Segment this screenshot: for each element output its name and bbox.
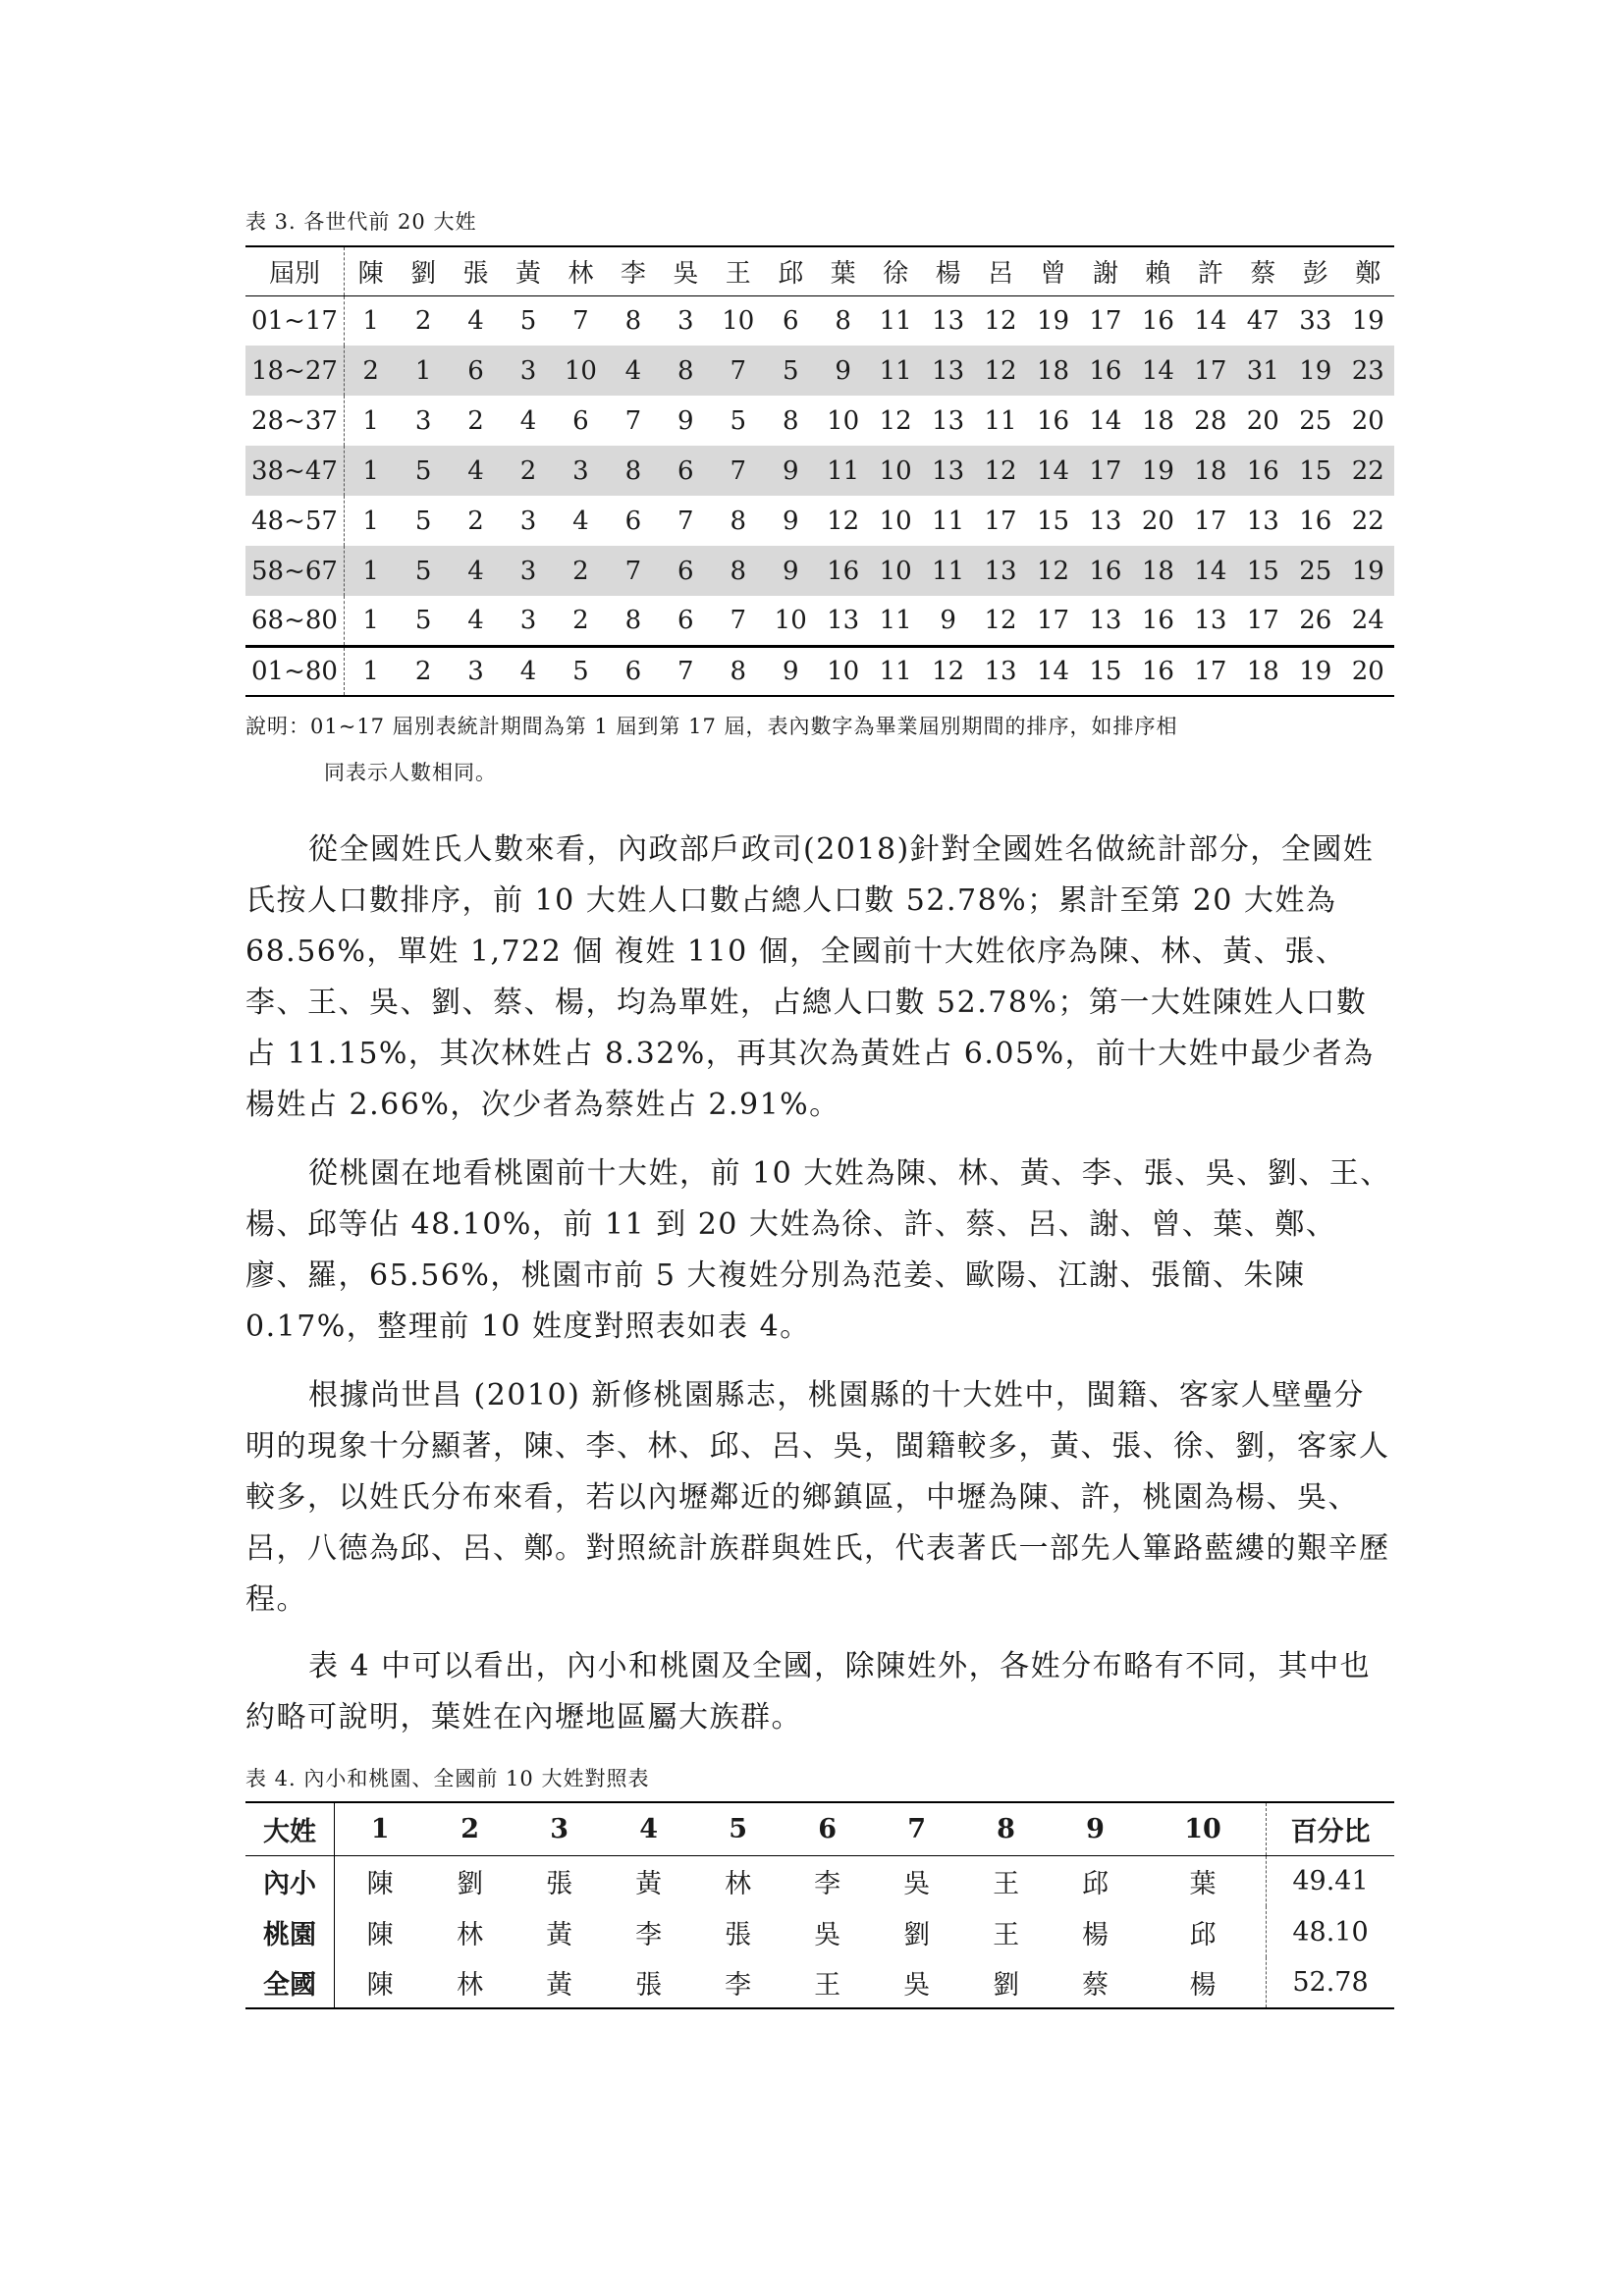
table3-cell: 2 <box>414 656 432 686</box>
table3-row <box>245 646 1394 696</box>
table3-cell: 5 <box>414 455 432 486</box>
table3-cell: 5 <box>414 506 432 536</box>
table4-cell: 黃 <box>546 1970 573 2001</box>
table4-cell: 劉 <box>903 1919 931 1950</box>
table3-col-header: 賴 <box>1145 258 1171 289</box>
table3-cell: 12 <box>984 455 1017 486</box>
table3-col-header: 王 <box>725 258 751 289</box>
table4-cell: 黃 <box>546 1919 573 1950</box>
table3-col-header: 黃 <box>514 258 541 289</box>
table3-cell: 16 <box>827 556 860 586</box>
table3-cell: 7 <box>572 305 589 336</box>
table3-cell: 14 <box>1089 405 1122 436</box>
table3-cell: 20 <box>1351 656 1384 686</box>
table3-cell: 2 <box>572 605 589 635</box>
table3-cell: 19 <box>1299 656 1332 686</box>
table3-cell: 6 <box>782 305 799 336</box>
table4-cell: 張 <box>546 1868 573 1899</box>
table3-cell: 9 <box>835 355 851 386</box>
table3-cell: 6 <box>677 605 694 635</box>
table3-col-header: 楊 <box>935 258 961 289</box>
table4-cell: 吳 <box>903 1868 931 1899</box>
table3-col-header: 許 <box>1197 258 1223 289</box>
table3-cell: 23 <box>1351 355 1384 386</box>
table4-rank-header: 3 <box>550 1813 569 1844</box>
table3-cell: 14 <box>1194 556 1227 586</box>
table4-percent-cell: 49.41 <box>1267 1855 1395 1906</box>
table4-cell: 王 <box>993 1868 1020 1899</box>
table4-cell: 楊 <box>1189 1970 1217 2001</box>
table3-cell: 6 <box>572 405 589 436</box>
table3-cell: 5 <box>414 556 432 586</box>
table3-row-label: 48~57 <box>245 496 344 546</box>
paragraph-county-history: 根據尚世昌 (2010) 新修桃園縣志，桃園縣的十大姓中，閩籍、客家人壁壘分明的現象十分顯著，陳、李、林、邱、呂、吳，閩籍較多，黃、張、徐、劉，客家人較多，以姓氏分布來看，若以內壢鄰近的鄉鎮區，中壢為陳、許，桃園為楊、吳、呂，八德為邱、呂、鄭。對照統計族群與姓氏，代表著氏一部先人篳路藍縷的艱辛歷程。 <box>245 1378 1390 1617</box>
table3-cell: 10 <box>879 556 912 586</box>
table3-cell: 2 <box>362 355 379 386</box>
table4-cell: 林 <box>457 1970 484 2001</box>
table3-cell: 8 <box>624 305 642 336</box>
table3-cell: 10 <box>774 605 807 635</box>
table3-cell: 5 <box>572 656 589 686</box>
table3-row <box>245 346 1394 396</box>
table3-cell: 9 <box>782 656 799 686</box>
table3-cell: 10 <box>827 656 860 686</box>
table4-header-row <box>245 1802 1394 1855</box>
table3-cell: 1 <box>362 405 379 436</box>
table3-cell: 4 <box>519 405 537 436</box>
table3-cell: 9 <box>782 556 799 586</box>
table3-cell: 7 <box>677 506 694 536</box>
table3-col-header: 鄭 <box>1355 258 1381 289</box>
table3-cell: 8 <box>624 605 642 635</box>
table4-row <box>245 1855 1394 1906</box>
table3-cell: 22 <box>1351 506 1384 536</box>
table3-cell: 10 <box>879 506 912 536</box>
table3-cell: 11 <box>984 405 1017 436</box>
table4-top10-comparison <box>245 1801 1394 2009</box>
table4-percent-header: 百分比 <box>1267 1802 1395 1855</box>
table3-cell: 13 <box>932 455 965 486</box>
table4-cell: 劉 <box>457 1868 484 1899</box>
table3-col-header: 邱 <box>778 258 804 289</box>
table3-cell: 11 <box>879 355 912 386</box>
table3-cell: 16 <box>1141 656 1174 686</box>
table3-surname-ranks <box>245 245 1394 697</box>
table3-row-label: 18~27 <box>245 346 344 396</box>
table3-row <box>245 295 1394 346</box>
table4-body <box>245 1855 1394 2008</box>
table3-cell: 5 <box>414 605 432 635</box>
table3-cell: 31 <box>1246 355 1279 386</box>
table4-cell: 楊 <box>1082 1919 1110 1950</box>
table3-cell: 47 <box>1246 305 1279 336</box>
table3-cell: 24 <box>1351 605 1384 635</box>
table3-cell: 20 <box>1246 405 1279 436</box>
table3-cell: 3 <box>414 405 432 436</box>
table3-cell: 18 <box>1141 405 1174 436</box>
table3-col-header: 葉 <box>830 258 856 289</box>
table3-cell: 3 <box>519 355 537 386</box>
table3-cell: 9 <box>782 455 799 486</box>
table3-cell: 16 <box>1036 405 1070 436</box>
table3-cell: 7 <box>624 405 642 436</box>
table3-cell: 33 <box>1299 305 1332 336</box>
table3-corner-label: 屆別 <box>245 246 344 295</box>
table3-cell: 2 <box>467 405 484 436</box>
table3-cell: 19 <box>1299 355 1332 386</box>
table3-cell: 22 <box>1351 455 1384 486</box>
table4-cell: 陳 <box>366 1970 394 2001</box>
table3-cell: 6 <box>677 556 694 586</box>
table3-cell: 17 <box>1194 355 1227 386</box>
table3-cell: 6 <box>467 355 484 386</box>
table3-cell: 25 <box>1299 556 1332 586</box>
table3-body <box>245 295 1394 696</box>
table3-row-label: 01~80 <box>245 646 344 696</box>
table3-cell: 16 <box>1246 455 1279 486</box>
table3-cell: 28 <box>1194 405 1227 436</box>
table4-cell: 吳 <box>814 1919 841 1950</box>
table4-cell: 陳 <box>366 1868 394 1899</box>
table3-cell: 11 <box>879 605 912 635</box>
table3-cell: 13 <box>1194 605 1227 635</box>
table4-cell: 邱 <box>1082 1868 1110 1899</box>
table3-row-label: 28~37 <box>245 396 344 446</box>
table3-cell: 13 <box>932 355 965 386</box>
table4-cell: 李 <box>635 1919 663 1950</box>
table3-row <box>245 396 1394 446</box>
table3-cell: 12 <box>1036 556 1070 586</box>
table4-cell: 葉 <box>1189 1868 1217 1899</box>
table4-percent-cell: 48.10 <box>1267 1906 1395 1957</box>
table4-corner-label: 大姓 <box>245 1802 335 1855</box>
table3-cell: 12 <box>932 656 965 686</box>
table3-cell: 8 <box>730 656 747 686</box>
table4-row <box>245 1906 1394 1957</box>
table3-col-header: 陳 <box>357 258 384 289</box>
table3-cell: 3 <box>572 455 589 486</box>
table3-cell: 10 <box>827 405 860 436</box>
table3-cell: 6 <box>624 656 642 686</box>
table4-row <box>245 1957 1394 2008</box>
table3-row-label: 38~47 <box>245 446 344 496</box>
table3-cell: 4 <box>572 506 589 536</box>
table3-cell: 4 <box>624 355 642 386</box>
table3-cell: 9 <box>940 605 956 635</box>
table3-cell: 14 <box>1194 305 1227 336</box>
table3-cell: 7 <box>730 455 747 486</box>
table3-cell: 17 <box>1194 506 1227 536</box>
table3-cell: 20 <box>1141 506 1174 536</box>
table3-cell: 9 <box>782 506 799 536</box>
table4-row-label: 桃園 <box>245 1906 335 1957</box>
table4-cell: 李 <box>814 1868 841 1899</box>
table3-cell: 18 <box>1194 455 1227 486</box>
table3-cell: 13 <box>1089 605 1122 635</box>
table4-cell: 吳 <box>903 1970 931 2001</box>
table4-cell: 林 <box>725 1868 752 1899</box>
table4-rank-header: 10 <box>1184 1813 1221 1844</box>
table3-cell: 2 <box>519 455 537 486</box>
table3-cell: 17 <box>1089 305 1122 336</box>
table3-cell: 6 <box>624 506 642 536</box>
table4-cell: 王 <box>814 1970 841 2001</box>
table3-cell: 16 <box>1141 605 1174 635</box>
table4-cell: 陳 <box>366 1919 394 1950</box>
table3-header-row <box>245 246 1394 295</box>
table3-cell: 20 <box>1351 405 1384 436</box>
table3-cell: 6 <box>677 455 694 486</box>
table3-cell: 17 <box>1089 455 1122 486</box>
table4-cell: 王 <box>993 1919 1020 1950</box>
table3-cell: 1 <box>362 305 379 336</box>
table3-cell: 18 <box>1141 556 1174 586</box>
table3-col-header: 謝 <box>1092 258 1118 289</box>
table3-caption: 表 3. 各世代前 20 大姓 <box>245 210 477 234</box>
table3-cell: 18 <box>1246 656 1279 686</box>
paragraph-table4-summary: 表 4 中可以看出，內小和桃園及全國，除陳姓外，各姓分布略有不同，其中也約略可說明，葉姓在內壢地區屬大族群。 <box>245 1649 1372 1735</box>
table3-cell: 7 <box>730 355 747 386</box>
table4-rank-header: 9 <box>1086 1813 1105 1844</box>
table3-row <box>245 446 1394 496</box>
table4-rank-header: 8 <box>997 1813 1015 1844</box>
table3-col-header: 吳 <box>673 258 699 289</box>
table3-cell: 8 <box>782 405 799 436</box>
table3-cell: 13 <box>1089 506 1122 536</box>
table4-caption: 表 4. 內小和桃園、全國前 10 大姓對照表 <box>245 1767 650 1790</box>
table3-cell: 17 <box>1246 605 1279 635</box>
table3-cell: 15 <box>1089 656 1122 686</box>
table3-cell: 1 <box>362 656 379 686</box>
table3-cell: 2 <box>414 305 432 336</box>
table4-cell: 張 <box>725 1919 752 1950</box>
table4-cell: 李 <box>725 1970 752 2001</box>
table4-cell: 張 <box>635 1970 663 2001</box>
table3-col-header: 蔡 <box>1250 258 1276 289</box>
table3-cell: 3 <box>519 506 537 536</box>
table3-col-header: 徐 <box>883 258 909 289</box>
table3-cell: 11 <box>879 305 912 336</box>
table4-cell: 黃 <box>635 1868 663 1899</box>
table3-row <box>245 546 1394 596</box>
table3-cell: 19 <box>1141 455 1174 486</box>
table3-cell: 4 <box>467 305 484 336</box>
table3-note-line1: 說明：01~17 屆別表統計期間為第 1 屆到第 17 屆，表內數字為畢業屆別期間的排序，如排序相 <box>245 715 1178 738</box>
table4-rank-header: 6 <box>818 1813 837 1844</box>
table3-col-header: 林 <box>568 258 594 289</box>
table3-cell: 8 <box>677 355 694 386</box>
table3-cell: 8 <box>624 455 642 486</box>
table3-cell: 18 <box>1036 355 1070 386</box>
table3-cell: 12 <box>984 605 1017 635</box>
paragraph-taoyuan-surnames: 從桃園在地看桃園前十大姓，前 10 大姓為陳、林、黃、李、張、吳、劉、王、楊、邱等佔 48.10%，前 11 到 20 大姓為徐、許、蔡、呂、謝、曾、葉、鄭、廖、羅，65.56%，桃園市前 5 大複姓分別為范姜、歐陽、江謝、張簡、朱陳 0.17%，整理前 10 姓度對照表如表 4。 <box>245 1156 1391 1344</box>
table4-cell: 劉 <box>993 1970 1020 2001</box>
table3-cell: 1 <box>362 455 379 486</box>
table3-cell: 17 <box>1194 656 1227 686</box>
table3-cell: 13 <box>984 556 1017 586</box>
table4-cell: 林 <box>457 1919 484 1950</box>
table3-cell: 12 <box>984 355 1017 386</box>
table3-cell: 13 <box>827 605 860 635</box>
table3-cell: 5 <box>782 355 799 386</box>
table3-cell: 26 <box>1299 605 1332 635</box>
table3-cell: 12 <box>879 405 912 436</box>
table3-cell: 4 <box>467 455 484 486</box>
table3-cell: 4 <box>467 605 484 635</box>
table4-cell: 蔡 <box>1082 1970 1110 2001</box>
table4-rank-header: 1 <box>370 1813 390 1844</box>
table3-cell: 4 <box>519 656 537 686</box>
table3-col-header: 劉 <box>410 258 437 289</box>
table3-note-line2: 同表示人數相同。 <box>324 761 497 784</box>
table4-row-label: 全國 <box>245 1957 335 2008</box>
table3-cell: 8 <box>730 556 747 586</box>
table3-cell: 17 <box>984 506 1017 536</box>
table3-cell: 11 <box>932 506 965 536</box>
table4-rank-header: 4 <box>639 1813 659 1844</box>
table3-cell: 1 <box>362 556 379 586</box>
table3-cell: 14 <box>1141 355 1174 386</box>
table3-cell: 8 <box>835 305 851 336</box>
table3-cell: 7 <box>730 605 747 635</box>
table3-cell: 1 <box>414 355 432 386</box>
table3-cell: 13 <box>932 305 965 336</box>
table4-rank-header: 7 <box>907 1813 926 1844</box>
table3-cell: 15 <box>1246 556 1279 586</box>
table3-cell: 3 <box>467 656 484 686</box>
table3-cell: 10 <box>879 455 912 486</box>
table3-cell: 16 <box>1089 556 1122 586</box>
table3-cell: 2 <box>572 556 589 586</box>
table3-cell: 8 <box>730 506 747 536</box>
table3-cell: 19 <box>1351 305 1384 336</box>
table3-row-label: 68~80 <box>245 596 344 646</box>
table3-row <box>245 596 1394 646</box>
table3-cell: 3 <box>519 605 537 635</box>
table3-cell: 13 <box>984 656 1017 686</box>
paragraph-national-surnames: 從全國姓氏人數來看，內政部戶政司(2018)針對全國姓名做統計部分，全國姓氏按人口數排序，前 10 大姓人口數占總人口數 52.78%；累計至第 20 大姓為 68.56%，單姓 1,722 個 複姓 110 個，全國前十大姓依序為陳、林、黃、張、李、王、吳、劉、蔡、楊，均為單姓，占總人口數 52.78%；第一大姓陳姓人口數占 11.15%，其次林姓占 8.32%，再其次為黃姓占 6.05%，前十大姓中最少者為楊姓占 2.66%，次少者為蔡姓占 2.91%。 <box>245 832 1375 1122</box>
table3-cell: 3 <box>519 556 537 586</box>
table3-cell: 11 <box>827 455 860 486</box>
table3-cell: 13 <box>932 405 965 436</box>
table3-cell: 1 <box>362 605 379 635</box>
table3-cell: 15 <box>1036 506 1070 536</box>
table3-cell: 3 <box>677 305 694 336</box>
table3-cell: 7 <box>624 556 642 586</box>
table3-row-label: 58~67 <box>245 546 344 596</box>
table3-cell: 14 <box>1036 455 1070 486</box>
table3-cell: 9 <box>677 405 694 436</box>
table3-row <box>245 496 1394 546</box>
table3-cell: 17 <box>1036 605 1070 635</box>
table3-col-header: 呂 <box>988 258 1014 289</box>
table3-cell: 2 <box>467 506 484 536</box>
table3-cell: 4 <box>467 556 484 586</box>
table3-cell: 15 <box>1299 455 1332 486</box>
table3-cell: 1 <box>362 506 379 536</box>
table3-cell: 10 <box>564 355 597 386</box>
table3-cell: 12 <box>827 506 860 536</box>
table3-cell: 10 <box>722 305 755 336</box>
table3-cell: 19 <box>1036 305 1070 336</box>
table4-row-label: 內小 <box>245 1855 335 1906</box>
table4-rank-header: 2 <box>460 1813 480 1844</box>
table3-cell: 11 <box>879 656 912 686</box>
table3-col-header: 曾 <box>1040 258 1066 289</box>
table3-col-header: 彭 <box>1302 258 1328 289</box>
table3-cell: 16 <box>1089 355 1122 386</box>
table3-cell: 11 <box>932 556 965 586</box>
table3-cell: 19 <box>1351 556 1384 586</box>
table3-cell: 25 <box>1299 405 1332 436</box>
table4-cell: 邱 <box>1189 1919 1217 1950</box>
table3-row-label: 01~17 <box>245 295 344 346</box>
table4-percent-cell: 52.78 <box>1267 1957 1395 2008</box>
table4-rank-header: 5 <box>729 1813 748 1844</box>
table3-cell: 12 <box>984 305 1017 336</box>
table3-cell: 16 <box>1141 305 1174 336</box>
table3-cell: 5 <box>519 305 537 336</box>
table3-col-header: 張 <box>462 258 489 289</box>
table3-cell: 14 <box>1036 656 1070 686</box>
table3-col-header: 李 <box>620 258 646 289</box>
table3-cell: 13 <box>1246 506 1279 536</box>
table3-cell: 16 <box>1299 506 1332 536</box>
table3-cell: 5 <box>730 405 747 436</box>
table3-cell: 7 <box>677 656 694 686</box>
